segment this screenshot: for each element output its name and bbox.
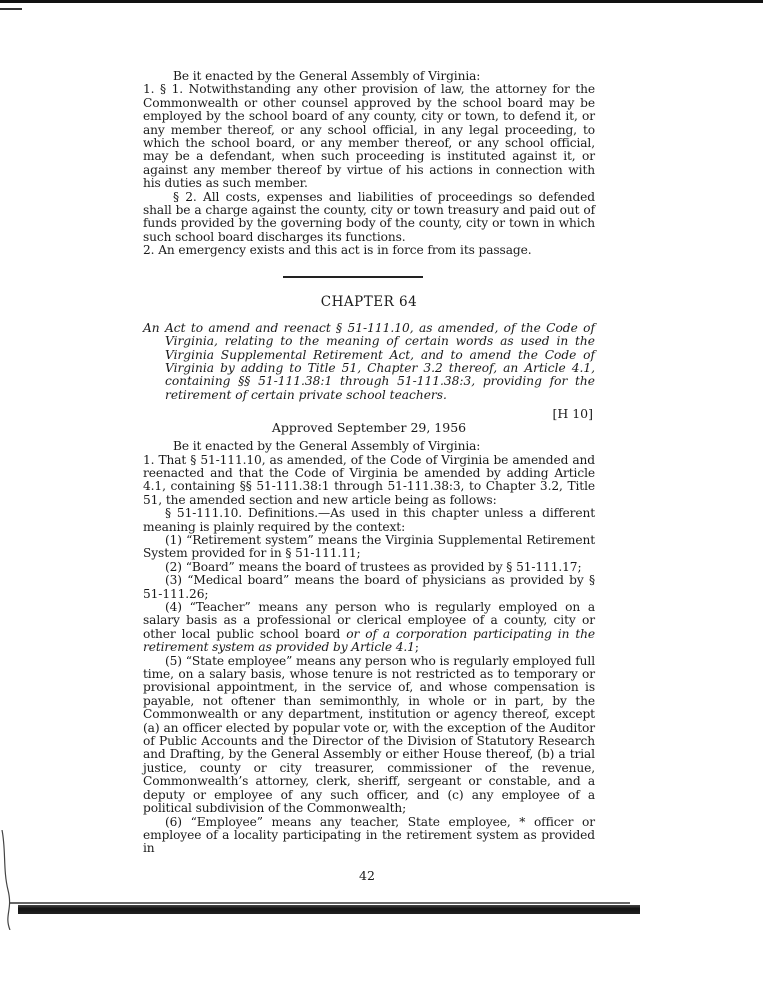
definition-4-end: ; xyxy=(414,640,419,655)
chapter-body xyxy=(143,440,595,856)
scan-corner-mark xyxy=(0,8,22,10)
scan-binding-mark xyxy=(0,830,14,930)
chapter-heading: CHAPTER 64 xyxy=(320,293,418,310)
approval-date: Approved September 29, 1956 xyxy=(271,420,467,436)
section-1-paragraph: 1. § 1. Notwithstanding any other provision of law, the attorney for the Commonwealth or other counsel approved by the school board may be employed by the school board of any county, city or town, to defend it, or any member thereof, or any school official, in any legal proceeding, to which the school board, or any member thereof, or any school official, may be a defendant, when such proceeding is instituted against it, or against any member thereof by virtue of his actions in connection with his duties as such member. xyxy=(143,82,595,191)
act-title-text: An Act to amend and reenact § 51-111.10, as amended, of the Code of Virginia, relating to the meaning of certain words as used in the Virginia Supplemental Retirement Act, and to amend the Code of Virginia by adding to Title 51, Chapter 3.2 thereof, an Article 4.1, containing §§ 51-111.38:1 through 51-111.38:3, providing for the retirement of certain private school teachers. xyxy=(143,320,595,402)
act-title xyxy=(143,322,595,402)
section-divider xyxy=(283,276,423,278)
scan-bottom-bar xyxy=(18,905,640,914)
first-act-section xyxy=(143,70,595,258)
definition-4-text: (4) “Teacher” means any person who is regularly employed on a salary basis as a professional or clerical employee of a county, city or other local public school board xyxy=(143,600,595,641)
emergency-clause: 2. An emergency exists and this act is in force from its passage. xyxy=(143,243,532,258)
body-enacting-clause: Be it enacted by the General Assembly of Virginia: xyxy=(173,439,481,454)
definitions-intro: § 51-111.10. Definitions.—As used in this chapter unless a different meaning is plainly required by the context: xyxy=(143,506,595,534)
definition-6: (6) “Employee” means any teacher, State employee, * officer or employee of a locality participating in the retirement system as provided in xyxy=(143,814,595,856)
definition-1: (1) “Retirement system” means the Virginia Supplemental Retirement System provided for in § 51-111.11; xyxy=(143,532,595,561)
enacting-clause: Be it enacted by the General Assembly of Virginia: xyxy=(173,69,481,83)
body-paragraph-1: 1. That § 51-111.10, as amended, of the Code of Virginia be amended and reenacted and that the Code of Virginia be amended by adding Article 4.1, containing §§ 51-111.38:1 through 51-111.38:3, to Chapter 3.2, Title 51, the amended section and new article being as follows: xyxy=(143,452,595,507)
definition-5: (5) “State employee” means any person who is regularly employed full time, on a salary basis, whose tenure is not restricted as to temporary or provisional appointment, in the service of, and whose compensation is payable, not oftener than semimonthly, in whole or in part, by the Commonwealth or any department, institution or agency thereof, except (a) an officer elected by popular vote or, with the exception of the Auditor of Public Accounts and the Director of the Division of Statutory Research and Drafting, by the General Assembly or either House thereof, (b) a trial justice, county or city treasurer, commissioner of the revenue, Commonwealth’s attorney, clerk, sheriff, sergeant or constable, and a deputy or employee of any such officer, and (c) any employee of a political subdivision of the Commonwealth; xyxy=(143,653,595,816)
scan-bottom-thin-line xyxy=(10,902,630,904)
approval-row xyxy=(143,404,595,434)
definition-4-italic-insert: or of a corporation participating in the retirement system as provided by Article 4.1 xyxy=(143,626,595,655)
section-2-paragraph: § 2. All costs, expenses and liabilities of proceedings so defended shall be a charge against the county, city or town treasury and paid out of funds provided by the governing body of the county, city or town in which such school board discharges its functions. xyxy=(143,189,595,244)
definition-4 xyxy=(143,601,595,655)
definition-2: (2) “Board” means the board of trustees as provided by § 51-111.17; xyxy=(165,559,582,574)
document-page xyxy=(143,70,595,883)
definition-3: (3) “Medical board” means the board of physicians as provided by § 51-111.26; xyxy=(143,573,595,601)
scan-top-edge xyxy=(0,0,763,3)
bill-number: [H 10] xyxy=(552,406,593,422)
page-number: 42 xyxy=(359,867,375,883)
